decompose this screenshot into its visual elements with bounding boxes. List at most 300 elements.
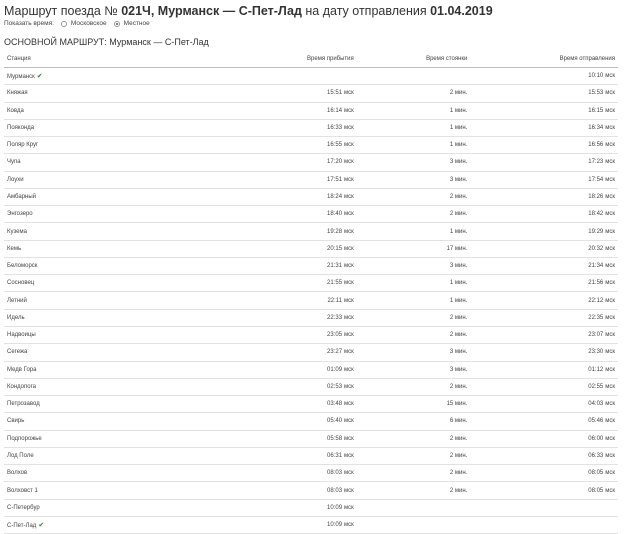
departure-cell xyxy=(470,275,618,292)
departure-time: 02:55 xyxy=(588,383,604,390)
arrival-unit: мск xyxy=(344,401,354,408)
station-name: Кондопога xyxy=(7,383,36,390)
arrival-unit: мск xyxy=(344,383,354,390)
arrival-time: 23:05 xyxy=(327,332,343,339)
table-row xyxy=(4,430,618,447)
arrival-time: 22:33 xyxy=(327,314,343,321)
table-row xyxy=(4,482,618,499)
arrival-time: 16:55 xyxy=(327,142,343,149)
arrival-cell xyxy=(126,292,357,309)
station-cell xyxy=(4,257,126,274)
stop-cell xyxy=(357,413,471,430)
arrival-time: 06:31 xyxy=(327,452,343,459)
radio-local-dot[interactable] xyxy=(114,21,120,27)
table-row xyxy=(4,326,618,343)
departure-time: 18:26 xyxy=(588,193,604,200)
arrival-unit: мск xyxy=(344,193,354,200)
stop-duration: 17 мин. xyxy=(446,245,468,252)
table-row xyxy=(4,223,618,240)
departure-cell xyxy=(470,465,618,482)
stop-cell xyxy=(357,326,471,343)
departure-unit: мск xyxy=(605,452,615,459)
title-date-prefix: на дату отправления xyxy=(301,4,431,18)
departure-cell xyxy=(470,154,618,171)
stop-duration: 3 мин. xyxy=(449,349,468,356)
station-name: Надвоицы xyxy=(7,332,36,339)
departure-cell xyxy=(470,119,618,136)
station-name: Мурманск xyxy=(7,74,35,81)
stop-duration: 2 мин. xyxy=(449,470,468,477)
station-name: С-Петербур xyxy=(7,504,40,511)
departure-time: 08:05 xyxy=(588,487,604,494)
arrival-time: 08:03 xyxy=(327,487,343,494)
station-name: Свирь xyxy=(7,418,25,425)
departure-cell xyxy=(470,188,618,205)
table-row xyxy=(4,465,618,482)
arrival-cell xyxy=(126,309,357,326)
station-cell xyxy=(4,516,126,533)
station-name: Лод Поле xyxy=(7,452,34,459)
stop-duration: 1 мин. xyxy=(449,142,468,149)
table-row xyxy=(4,499,618,516)
arrival-unit: мск xyxy=(344,435,354,442)
stop-duration: 15 мин. xyxy=(446,401,468,408)
arrival-unit: мск xyxy=(344,487,354,494)
table-row xyxy=(4,413,618,430)
departure-cell xyxy=(470,240,618,257)
stop-cell xyxy=(357,154,471,171)
arrival-time: 05:58 xyxy=(327,435,343,442)
station-cell xyxy=(4,102,126,119)
arrival-time: 19:28 xyxy=(327,228,343,235)
arrival-time: 23:27 xyxy=(327,349,343,356)
departure-time: 06:00 xyxy=(588,435,604,442)
departure-time: 23:07 xyxy=(588,332,604,339)
departure-cell xyxy=(470,326,618,343)
station-name: Летний xyxy=(7,297,27,304)
station-cell xyxy=(4,396,126,413)
station-name: Медв Гора xyxy=(7,366,37,373)
departure-time: 21:34 xyxy=(588,263,604,270)
radio-moscow-label: Московское xyxy=(70,20,107,27)
station-cell xyxy=(4,171,126,188)
stop-cell xyxy=(357,499,471,516)
train-number: 021Ч xyxy=(121,4,151,18)
departure-unit: мск xyxy=(605,366,615,373)
departure-time: 21:56 xyxy=(588,280,604,287)
stop-duration: 1 мин. xyxy=(449,228,468,235)
table-row xyxy=(4,171,618,188)
station-name: Беломорск xyxy=(7,263,38,270)
departure-unit: мск xyxy=(605,228,615,235)
arrival-cell xyxy=(126,154,357,171)
station-name: Подпорожье xyxy=(7,435,42,442)
stop-cell xyxy=(357,240,471,257)
station-cell xyxy=(4,413,126,430)
table-row xyxy=(4,396,618,413)
col-header-departure: Время отправления xyxy=(470,51,618,68)
table-row xyxy=(4,257,618,274)
arrival-time: 08:03 xyxy=(327,470,343,477)
arrival-unit: мск xyxy=(344,124,354,131)
arrival-time: 16:14 xyxy=(327,107,343,114)
stop-cell xyxy=(357,206,471,223)
arrival-unit: мск xyxy=(344,228,354,235)
departure-unit: мск xyxy=(605,383,615,390)
stop-cell xyxy=(357,292,471,309)
departure-cell xyxy=(470,206,618,223)
arrival-time: 01:09 xyxy=(327,366,343,373)
stop-duration: 2 мин. xyxy=(449,452,468,459)
arrival-unit: мск xyxy=(344,366,354,373)
departure-unit: мск xyxy=(605,107,615,114)
table-row xyxy=(4,516,618,533)
departure-unit: мск xyxy=(605,297,615,304)
table-row xyxy=(4,309,618,326)
arrival-unit: мск xyxy=(344,314,354,321)
stop-duration: 2 мин. xyxy=(449,332,468,339)
table-row xyxy=(4,154,618,171)
stop-cell xyxy=(357,378,471,395)
stop-duration: 2 мин. xyxy=(449,435,468,442)
stop-cell xyxy=(357,119,471,136)
check-icon: ✔ xyxy=(38,522,45,530)
station-cell xyxy=(4,154,126,171)
departure-cell xyxy=(470,223,618,240)
departure-time: 06:33 xyxy=(588,452,604,459)
arrival-unit: мск xyxy=(344,176,354,183)
departure-cell xyxy=(470,171,618,188)
stop-duration: 3 мин. xyxy=(449,176,468,183)
departure-cell xyxy=(470,499,618,516)
stop-cell xyxy=(357,482,471,499)
arrival-cell xyxy=(126,223,357,240)
stop-duration: 2 мин. xyxy=(449,90,468,97)
departure-cell xyxy=(470,361,618,378)
arrival-time: 21:55 xyxy=(327,280,343,287)
stop-cell xyxy=(357,188,471,205)
station-name: С-Пет-Лад xyxy=(7,523,37,530)
arrival-unit: мск xyxy=(344,159,354,166)
departure-cell xyxy=(470,430,618,447)
station-name: Кузема xyxy=(7,228,27,235)
departure-cell xyxy=(470,85,618,102)
station-cell xyxy=(4,344,126,361)
departure-time: 01:12 xyxy=(588,366,604,373)
stop-duration: 1 мин. xyxy=(449,107,468,114)
station-name: Княжая xyxy=(7,90,28,97)
arrival-time: 18:24 xyxy=(327,193,343,200)
departure-time: 20:32 xyxy=(588,245,604,252)
departure-cell xyxy=(470,378,618,395)
title-route: , Мурманск — С-Пет-Лад xyxy=(150,4,302,18)
arrival-cell xyxy=(126,482,357,499)
col-header-station: Станция xyxy=(4,51,126,68)
station-name: Волхов xyxy=(7,470,28,477)
arrival-time: 21:31 xyxy=(327,263,343,270)
departure-unit: мск xyxy=(605,90,615,97)
station-name: Лоухи xyxy=(7,176,24,183)
station-cell xyxy=(4,223,126,240)
arrival-cell xyxy=(126,413,357,430)
arrival-time: 17:51 xyxy=(327,176,343,183)
departure-time: 19:29 xyxy=(588,228,604,235)
arrival-time: 22:11 xyxy=(327,297,343,304)
stop-duration: 1 мин. xyxy=(449,297,468,304)
departure-unit: мск xyxy=(605,314,615,321)
arrival-cell xyxy=(126,137,357,154)
station-name: Пояконда xyxy=(7,124,35,131)
arrival-unit: мск xyxy=(344,418,354,425)
radio-local-time[interactable] xyxy=(114,20,150,27)
station-cell xyxy=(4,361,126,378)
arrival-time: 15:51 xyxy=(327,90,343,97)
departure-unit: мск xyxy=(605,418,615,425)
station-name: Кемь xyxy=(7,245,22,252)
title-prefix: Маршрут поезда № xyxy=(4,4,122,18)
stop-cell xyxy=(357,396,471,413)
departure-unit: мск xyxy=(605,245,615,252)
stop-cell xyxy=(357,137,471,154)
stop-duration: 1 мин. xyxy=(449,124,468,131)
departure-time: 16:56 xyxy=(588,142,604,149)
departure-unit: мск xyxy=(605,211,615,218)
station-name: Энгозеро xyxy=(7,211,33,218)
arrival-unit: мск xyxy=(344,452,354,459)
departure-time: 15:53 xyxy=(588,90,604,97)
col-header-arrival: Время прибытия xyxy=(126,51,357,68)
arrival-cell xyxy=(126,171,357,188)
arrival-cell xyxy=(126,516,357,533)
arrival-unit: мск xyxy=(344,297,354,304)
departure-unit: мск xyxy=(605,159,615,166)
departure-unit: мск xyxy=(605,124,615,131)
departure-time: 16:15 xyxy=(588,107,604,114)
departure-cell xyxy=(470,396,618,413)
departure-cell xyxy=(470,482,618,499)
station-cell xyxy=(4,85,126,102)
stop-cell xyxy=(357,102,471,119)
station-cell xyxy=(4,499,126,516)
departure-cell xyxy=(470,344,618,361)
departure-cell xyxy=(470,413,618,430)
table-row xyxy=(4,119,618,136)
arrival-time: 03:48 xyxy=(327,401,343,408)
stop-cell xyxy=(357,361,471,378)
station-name: Сегежа xyxy=(7,349,28,356)
arrival-time: 17:20 xyxy=(327,159,343,166)
departure-time: 22:35 xyxy=(588,314,604,321)
table-row xyxy=(4,292,618,309)
arrival-time: 05:40 xyxy=(327,418,343,425)
stop-cell xyxy=(357,223,471,240)
page-title xyxy=(4,2,493,20)
stop-duration: 2 мин. xyxy=(449,211,468,218)
check-icon: ✔ xyxy=(36,73,43,81)
arrival-cell xyxy=(126,85,357,102)
departure-cell xyxy=(470,292,618,309)
station-cell xyxy=(4,378,126,395)
stop-duration: 2 мин. xyxy=(449,314,468,321)
stop-cell xyxy=(357,68,471,85)
departure-unit: мск xyxy=(605,349,615,356)
station-cell xyxy=(4,292,126,309)
arrival-cell xyxy=(126,119,357,136)
arrival-cell xyxy=(126,275,357,292)
station-name: Сосновец xyxy=(7,280,35,287)
departure-time: 17:54 xyxy=(588,176,604,183)
stop-cell xyxy=(357,516,471,533)
station-name: Идель xyxy=(7,314,25,321)
station-cell xyxy=(4,309,126,326)
stop-duration: 3 мин. xyxy=(449,263,468,270)
departure-cell xyxy=(470,257,618,274)
table-header-row xyxy=(4,51,618,68)
arrival-time: 10:09 xyxy=(327,522,343,529)
arrival-cell xyxy=(126,102,357,119)
arrival-cell xyxy=(126,240,357,257)
departure-time: 17:23 xyxy=(588,159,604,166)
departure-date: 01.04.2019 xyxy=(430,4,493,18)
departure-unit: мск xyxy=(605,435,615,442)
departure-cell xyxy=(470,102,618,119)
departure-unit: мск xyxy=(605,73,615,80)
radio-local-label: Местное xyxy=(123,20,150,27)
departure-time: 10:10 xyxy=(588,73,604,80)
arrival-unit: мск xyxy=(344,504,354,511)
col-header-stop: Время стоянки xyxy=(357,51,471,68)
departure-unit: мск xyxy=(605,176,615,183)
arrival-cell xyxy=(126,499,357,516)
stop-cell xyxy=(357,257,471,274)
arrival-cell xyxy=(126,447,357,464)
arrival-unit: мск xyxy=(344,263,354,270)
station-cell xyxy=(4,326,126,343)
station-cell xyxy=(4,275,126,292)
arrival-unit: мск xyxy=(344,211,354,218)
stop-duration: 1 мин. xyxy=(449,280,468,287)
table-row xyxy=(4,137,618,154)
arrival-time: 16:33 xyxy=(327,124,343,131)
arrival-unit: мск xyxy=(344,245,354,252)
radio-moscow-dot[interactable] xyxy=(61,21,67,27)
stop-cell xyxy=(357,85,471,102)
arrival-cell xyxy=(126,68,357,85)
departure-time: 16:34 xyxy=(588,124,604,131)
stop-cell xyxy=(357,447,471,464)
stop-duration: 3 мин. xyxy=(449,159,468,166)
arrival-cell xyxy=(126,378,357,395)
schedule-table xyxy=(4,51,618,534)
stop-duration: 2 мин. xyxy=(449,487,468,494)
departure-time: 05:46 xyxy=(588,418,604,425)
arrival-unit: мск xyxy=(344,332,354,339)
table-row xyxy=(4,447,618,464)
station-name: Амбарный xyxy=(7,193,37,200)
arrival-unit: мск xyxy=(344,142,354,149)
table-row xyxy=(4,188,618,205)
arrival-unit: мск xyxy=(344,470,354,477)
station-cell xyxy=(4,465,126,482)
departure-unit: мск xyxy=(605,280,615,287)
route-heading: ОСНОВНОЙ МАРШРУТ: Мурманск — С-Пет-Лад xyxy=(4,37,209,47)
arrival-unit: мск xyxy=(344,280,354,287)
station-name: Поляр Круг xyxy=(7,142,39,149)
arrival-time: 18:40 xyxy=(327,211,343,218)
departure-time: 08:05 xyxy=(588,470,604,477)
arrival-cell xyxy=(126,430,357,447)
stop-cell xyxy=(357,309,471,326)
arrival-cell xyxy=(126,326,357,343)
stop-cell xyxy=(357,171,471,188)
departure-unit: мск xyxy=(605,401,615,408)
arrival-unit: мск xyxy=(344,107,354,114)
station-name: Петрозавод xyxy=(7,401,40,408)
departure-unit: мск xyxy=(605,487,615,494)
table-row xyxy=(4,361,618,378)
station-cell xyxy=(4,68,126,85)
station-cell xyxy=(4,119,126,136)
table-row xyxy=(4,240,618,257)
departure-cell xyxy=(470,447,618,464)
departure-cell xyxy=(470,516,618,533)
station-cell xyxy=(4,430,126,447)
arrival-cell xyxy=(126,361,357,378)
time-mode-selector xyxy=(4,20,150,27)
departure-time: 22:12 xyxy=(588,297,604,304)
arrival-cell xyxy=(126,206,357,223)
stop-cell xyxy=(357,465,471,482)
stop-cell xyxy=(357,344,471,361)
departure-unit: мск xyxy=(605,332,615,339)
table-row xyxy=(4,206,618,223)
arrival-cell xyxy=(126,465,357,482)
departure-unit: мск xyxy=(605,193,615,200)
table-row xyxy=(4,68,618,85)
arrival-cell xyxy=(126,344,357,361)
table-row xyxy=(4,344,618,361)
arrival-time: 02:53 xyxy=(327,383,343,390)
arrival-cell xyxy=(126,396,357,413)
station-name: Волховст 1 xyxy=(7,487,38,494)
stop-cell xyxy=(357,275,471,292)
table-row xyxy=(4,378,618,395)
arrival-unit: мск xyxy=(344,90,354,97)
time-mode-label: Показать время: xyxy=(4,20,54,27)
station-name: Чупа xyxy=(7,159,21,166)
stop-duration: 3 мин. xyxy=(449,366,468,373)
station-cell xyxy=(4,188,126,205)
arrival-cell xyxy=(126,257,357,274)
departure-cell xyxy=(470,68,618,85)
stop-duration: 2 мин. xyxy=(449,193,468,200)
arrival-cell xyxy=(126,188,357,205)
departure-time: 23:30 xyxy=(588,349,604,356)
station-cell xyxy=(4,206,126,223)
station-cell xyxy=(4,482,126,499)
radio-moscow-time[interactable] xyxy=(61,20,107,27)
table-row xyxy=(4,102,618,119)
departure-unit: мск xyxy=(605,470,615,477)
table-row xyxy=(4,85,618,102)
stop-duration: 2 мин. xyxy=(449,383,468,390)
departure-cell xyxy=(470,137,618,154)
departure-unit: мск xyxy=(605,263,615,270)
departure-unit: мск xyxy=(605,142,615,149)
table-row xyxy=(4,275,618,292)
station-cell xyxy=(4,137,126,154)
station-cell xyxy=(4,240,126,257)
